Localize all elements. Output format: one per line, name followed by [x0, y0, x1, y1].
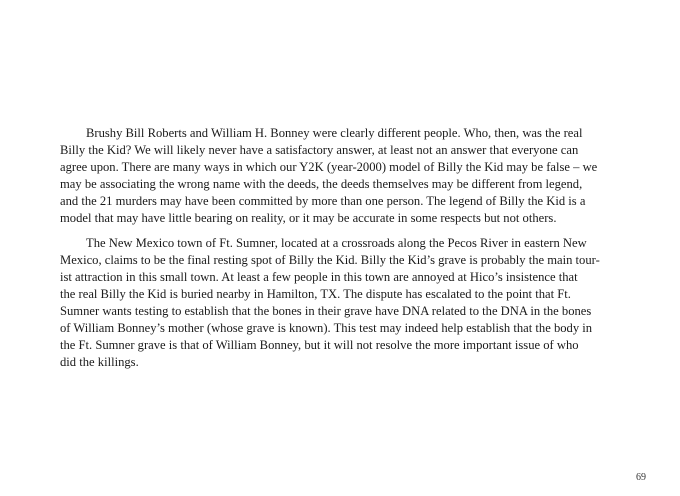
text-line: may be associating the wrong name with the deeds, the deeds themselves may be different from legend,: [60, 177, 583, 191]
text-line: of William Bonney’s mother (whose grave is known). This test may indeed help establish that the body in: [60, 321, 593, 335]
text-line: agree upon. There are many ways in which our Y2K (year-2000) model of Billy the Kid may be false – we: [60, 160, 598, 174]
paragraph-2: [60, 235, 620, 371]
paragraph-1: [60, 125, 620, 227]
text-line: Mexico, claims to be the final resting spot of Billy the Kid. Billy the Kid’s grave is probably the main tour-: [60, 253, 600, 267]
body-text: [60, 125, 620, 379]
page-number: 69: [636, 472, 646, 483]
text-line: the Ft. Sumner grave is that of William Bonney, but it will not resolve the more important issue of who: [60, 338, 579, 352]
text-line: Brushy Bill Roberts and William H. Bonney were clearly different people. Who, then, was the real: [86, 126, 583, 140]
text-line: did the killings.: [60, 355, 139, 369]
text-line: and the 21 murders may have been committed by more than one person. The legend of Billy the Kid is a: [60, 194, 586, 208]
text-line: Billy the Kid? We will likely never have a satisfactory answer, at least not an answer that everyone can: [60, 143, 579, 157]
text-line: ist attraction in this small town. At least a few people in this town are annoyed at Hico’s insistence that: [60, 270, 578, 284]
text-line: the real Billy the Kid is buried nearby in Hamilton, TX. The dispute has escalated to the point that Ft.: [60, 287, 571, 301]
text-line: Sumner wants testing to establish that the bones in their grave have DNA related to the DNA in the bones: [60, 304, 592, 318]
text-line: model that may have little bearing on reality, or it may be accurate in some respects but not others.: [60, 211, 557, 225]
text-line: The New Mexico town of Ft. Sumner, located at a crossroads along the Pecos River in eastern New: [86, 236, 587, 250]
